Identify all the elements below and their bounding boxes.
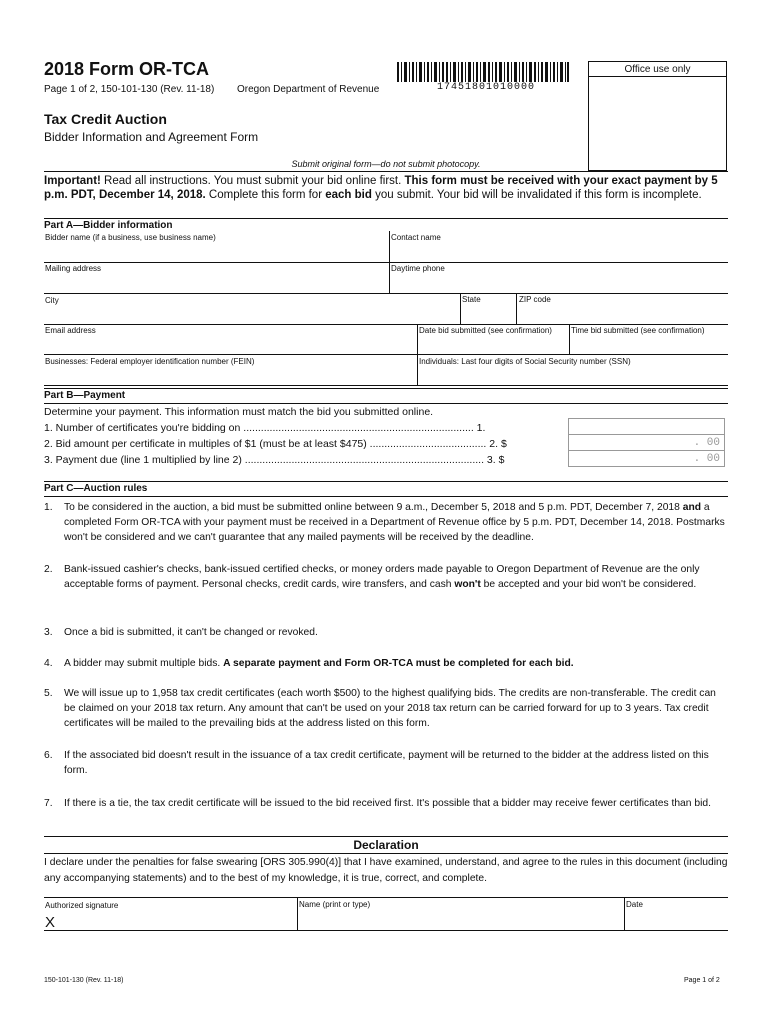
barcode-number: 17451801010000 <box>437 82 536 93</box>
important-notice <box>44 174 728 202</box>
department-name: Oregon Department of Revenue <box>237 84 380 95</box>
rule-text: If the associated bid doesn't result in the issuance of a tax credit certificate, payment will be returned to the bidder at the address listed on this form. <box>64 750 709 776</box>
form-subheading: Bidder Information and Agreement Form <box>44 130 259 144</box>
date-field[interactable]: Date <box>626 900 643 909</box>
rule-text: Bank-issued cashier's checks, bank-issued certified checks, or money orders made payable to Oregon Department of Revenue are the only acceptable forms of payment. Personal checks, credit cards, wire transfers, and cash <box>64 564 700 590</box>
important-each-bid: each bid <box>325 189 372 201</box>
daytime-phone-field[interactable]: Daytime phone <box>391 264 445 273</box>
rule-emphasis: and <box>682 502 702 513</box>
time-submitted-field[interactable]: Time bid submitted (see confirmation) <box>571 326 705 335</box>
rule-number: 7. <box>44 798 53 809</box>
footer-form-number: 150-101-130 (Rev. 11-18) <box>44 977 124 984</box>
divider <box>44 481 728 482</box>
part-c-heading: Part C—Auction rules <box>44 483 148 494</box>
rule-text: a completed Form OR-TCA with your payment must be received in a Department of Revenue office by 5 p.m. PDT, December 14, 2018. Postmarks won't be considered and we can't guarantee that any mailed payments will be received by the deadline. <box>64 502 725 543</box>
rule-item <box>44 796 728 811</box>
col-line <box>417 324 418 385</box>
declaration-text: I declare under the penalties for false swearing [ORS 305.990(4)] that I have examined, understand, and agree to the rules in this document (including any accompanying statements) and to the best of my knowledge, it is true, correct, and complete. <box>44 857 728 884</box>
important-deadline: This form must be received with your exact payment by 5 p.m. PDT, December 14, 2018. <box>44 175 718 201</box>
form-title: 2018 Form OR-TCA <box>44 59 210 79</box>
col-line <box>624 897 625 930</box>
form-heading: Tax Credit Auction <box>44 111 167 127</box>
col-line <box>460 293 461 324</box>
rule-item <box>44 562 728 592</box>
payment-line-3: 3. Payment due (line 1 multiplied by line 2) .................................................................................. 3. $ <box>44 454 505 466</box>
office-use-box <box>588 61 727 171</box>
contact-name-field[interactable]: Contact name <box>391 233 441 242</box>
date-submitted-field[interactable]: Date bid submitted (see confirmation) <box>419 326 552 335</box>
rule-number: 3. <box>44 627 53 638</box>
payment-line-2: 2. Bid amount per certificate in multiples of $1 (must be at least $475) ........................................ 2. $ <box>44 438 507 450</box>
signature-x-mark: X <box>45 914 56 931</box>
name-field[interactable]: Name (print or type) <box>299 900 371 909</box>
payment-intro: Determine your payment. This information must match the bid you submitted online. <box>44 406 434 418</box>
state-field[interactable]: State <box>462 295 481 304</box>
rule-number: 6. <box>44 750 53 761</box>
payment-due-input[interactable]: . 00 <box>568 450 725 467</box>
bidder-name-field[interactable]: Bidder name (if a business, use business name) <box>45 233 216 242</box>
footer-page-number: Page 1 of 2 <box>684 977 720 984</box>
rule-item <box>44 748 728 778</box>
divider <box>44 496 728 497</box>
divider <box>44 403 728 404</box>
rule-item <box>44 500 728 545</box>
divider <box>44 836 728 837</box>
certificates-input[interactable] <box>568 418 725 435</box>
divider <box>44 171 728 172</box>
row-line <box>44 262 728 263</box>
fein-field[interactable]: Businesses: Federal employer identification number (FEIN) <box>45 357 255 366</box>
rule-number: 1. <box>44 502 53 513</box>
rule-number: 5. <box>44 688 53 699</box>
email-field[interactable]: Email address <box>45 326 96 335</box>
rule-text: If there is a tie, the tax credit certificate will be issued to the bid received first. It's possible that a bidder may receive fewer certificates than bid. <box>64 798 711 809</box>
rule-emphasis: A separate payment and Form OR-TCA must be completed for each bid. <box>223 658 574 669</box>
declaration-heading: Declaration <box>353 838 419 852</box>
submit-note: Submit original form—do not submit photocopy. <box>291 159 481 169</box>
city-field[interactable]: City <box>45 296 59 305</box>
col-line <box>389 231 390 293</box>
rule-emphasis: won't <box>454 579 481 590</box>
office-use-divider <box>588 76 727 77</box>
payment-line-1: 1. Number of certificates you're bidding on ............................................................................... 1. <box>44 422 486 434</box>
mailing-address-field[interactable]: Mailing address <box>45 264 102 273</box>
row-line <box>44 293 728 294</box>
rule-number: 4. <box>44 658 53 669</box>
part-a-heading: Part A—Bidder information <box>44 220 173 231</box>
ssn-field[interactable]: Individuals: Last four digits of Social Security number (SSN) <box>419 357 631 366</box>
signature-field[interactable]: Authorized signature <box>45 901 119 910</box>
part-b-heading: Part B—Payment <box>44 390 126 401</box>
rule-number: 2. <box>44 564 53 575</box>
office-use-label: Office use only <box>624 64 691 75</box>
important-lead: Important! <box>44 175 101 187</box>
row-line <box>44 354 728 355</box>
col-line <box>297 897 298 930</box>
col-line <box>516 293 517 324</box>
divider <box>44 388 728 389</box>
row-line <box>44 897 728 898</box>
divider <box>44 218 728 219</box>
bid-amount-input[interactable]: . 00 <box>568 434 725 451</box>
rule-item <box>44 625 728 640</box>
rule-text: Once a bid is submitted, it can't be changed or revoked. <box>64 627 318 638</box>
col-line <box>569 324 570 354</box>
row-line <box>44 324 728 325</box>
important-text-1: Read all instructions. You must submit your bid online first. <box>100 175 405 187</box>
rule-item <box>44 656 728 671</box>
divider <box>44 853 728 854</box>
rule-text: We will issue up to 1,958 tax credit certificates (each worth $500) to the highest qualifying bids. The credits are non-transferable. The credit can be claimed on your 2018 tax return. Any amount that can't be used on your 2018 tax return can be carried forward for up to 3 years. Tax credit certificates will be mailed to the prevailing bids at the address listed on this form. <box>64 688 716 729</box>
important-text-2: Complete this form for <box>205 189 326 201</box>
rule-text: be accepted and your bid won't be considered. <box>480 579 697 590</box>
rule-text: To be considered in the auction, a bid must be submitted online between 9 a.m., December 5, 2018 and 5 p.m. PDT, December 7, 2018 <box>64 502 683 513</box>
page-info: Page 1 of 2, 150-101-130 (Rev. 11-18) <box>44 84 215 95</box>
zip-field[interactable]: ZIP code <box>519 295 551 304</box>
barcode <box>397 62 569 82</box>
rule-text: A bidder may submit multiple bids. <box>64 658 224 669</box>
rule-item <box>44 686 728 731</box>
important-text-3: you submit. Your bid will be invalidated if this form is incomplete. <box>371 189 702 201</box>
row-line <box>44 385 728 386</box>
row-line <box>44 930 728 931</box>
